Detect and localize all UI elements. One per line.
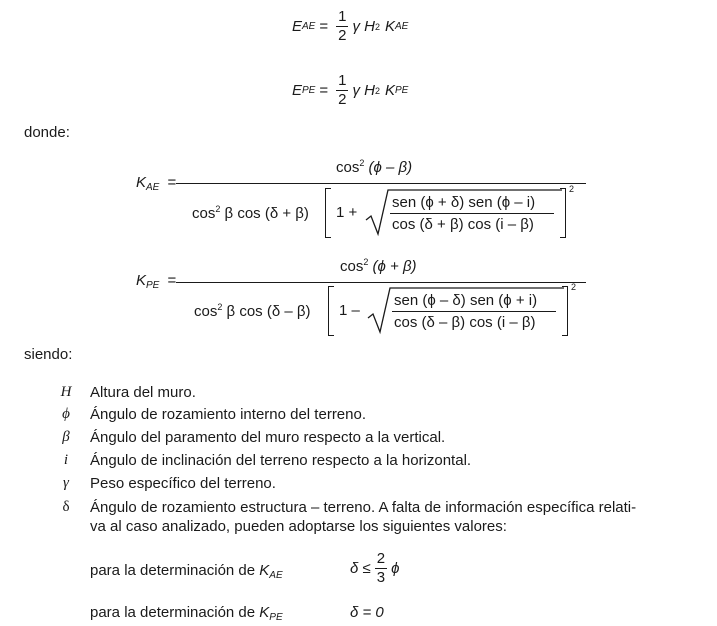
def-symbol-delta: δ [62, 499, 70, 515]
e-pe-lhs: E [292, 82, 303, 99]
case-pe-k: K [259, 604, 270, 621]
k-pe-den-cos [194, 302, 310, 320]
def-text-gamma: Peso específico del terreno. [90, 475, 276, 492]
e-pe-k: K [384, 82, 395, 99]
k-ae-inner-den: cos (δ + β) cos (i – β) [392, 216, 534, 233]
case-pe-text: para la determinación de [90, 604, 260, 621]
k-pe-num-pow: 2 [363, 257, 369, 267]
def-text-delta-line2: va al caso analizado, pueden adoptarse los siguientes valores: [90, 518, 507, 535]
equation-e-ae [292, 8, 408, 45]
e-ae-power: 2 [374, 21, 380, 32]
k-ae-lhs-sub: AE [146, 182, 160, 193]
e-ae-k-sub: AE [395, 21, 409, 32]
case-ae-den: 3 [376, 569, 386, 586]
k-pe-lhs: K [136, 272, 147, 289]
k-ae-equals: = [167, 174, 177, 191]
k-pe-num-arg: (ϕ + β) [368, 258, 417, 275]
k-ae-num-pow: 2 [359, 158, 365, 168]
case-ae-k: K [259, 562, 270, 579]
e-pe-denominator: 2 [338, 91, 347, 108]
def-symbol-beta: β [62, 429, 70, 445]
equation-e-pe [292, 72, 408, 109]
k-pe-fraction-bar [176, 282, 586, 283]
case-pe-k-sub: PE [269, 612, 283, 623]
def-text-i: Ángulo de inclinación del terreno respecto a la horizontal. [90, 452, 472, 469]
e-ae-fraction [336, 8, 348, 45]
case-pe-label [90, 604, 283, 623]
k-pe-num-cos: cos [340, 258, 364, 275]
k-ae-inner-bar [390, 213, 554, 214]
case-ae-label [90, 562, 283, 581]
k-ae-fraction-bar [176, 183, 586, 184]
k-ae-num-arg: (ϕ – β) [364, 159, 413, 176]
case-ae-fraction [375, 550, 387, 587]
case-ae-relation [350, 550, 399, 587]
k-pe-inner-den: cos (δ – β) cos (i – β) [394, 314, 536, 331]
e-ae-numerator: 1 [338, 8, 347, 25]
k-ae-numerator [336, 158, 412, 176]
def-symbol-phi: ϕ [62, 406, 70, 422]
k-ae-right-bracket [560, 188, 566, 238]
e-ae-lhs-sub: AE [302, 21, 316, 32]
k-pe-inner-num: sen (ϕ – δ) sen (ϕ + i) [394, 292, 538, 309]
k-ae-outer-power: 2 [569, 184, 575, 194]
e-pe-k-sub: PE [395, 85, 409, 96]
k-pe-den-pow: 2 [217, 302, 223, 312]
e-pe-numerator: 1 [338, 72, 347, 89]
def-symbol-h: H [60, 384, 72, 400]
case-ae-text: para la determinación de [90, 562, 260, 579]
k-ae-den-pow: 2 [215, 204, 221, 214]
k-pe-outer-power: 2 [571, 282, 577, 292]
k-ae-lhs-wrap [136, 174, 176, 193]
k-pe-right-bracket [562, 286, 568, 336]
case-ae-num: 2 [376, 550, 386, 567]
k-ae-lhs: K [136, 174, 147, 191]
k-pe-one-minus: 1 – [339, 302, 360, 319]
k-pe-lhs-sub: PE [146, 280, 160, 291]
k-pe-lhs-wrap [136, 272, 176, 291]
k-pe-den-cos-text: cos [194, 303, 218, 320]
e-pe-equals: = [319, 82, 329, 99]
e-pe-power: 2 [374, 85, 380, 96]
case-ae-k-sub: AE [269, 570, 283, 581]
case-ae-phi: ϕ [391, 560, 400, 577]
k-ae-num-cos: cos [336, 159, 360, 176]
case-ae-rel: δ ≤ [350, 560, 371, 577]
def-text-delta: Ángulo de rozamiento estructura – terreno. A falta de información específica relati- [90, 499, 637, 516]
siendo-label: siendo: [24, 346, 73, 363]
case-pe-relation: δ = 0 [350, 604, 384, 621]
k-ae-inner-num: sen (ϕ + δ) sen (ϕ – i) [392, 194, 536, 211]
def-text-beta: Ángulo del paramento del muro respecto a la vertical. [90, 429, 446, 446]
k-ae-den-rest: β cos (δ + β) [220, 205, 309, 222]
e-ae-gamma-h: γ H [352, 18, 375, 35]
def-symbol-i: i [63, 452, 69, 468]
e-pe-gamma-h: γ H [352, 82, 375, 99]
k-pe-numerator [340, 257, 417, 275]
def-symbol-gamma: γ [63, 475, 69, 491]
e-ae-denominator: 2 [338, 27, 347, 44]
e-ae-k: K [384, 18, 395, 35]
k-pe-left-bracket [328, 286, 334, 336]
k-pe-equals: = [167, 272, 177, 289]
k-pe-den-rest: β cos (δ – β) [222, 303, 311, 320]
k-ae-den-cos-text: cos [192, 205, 216, 222]
k-ae-one-plus: 1 + [336, 204, 358, 221]
k-ae-den-cos [192, 204, 309, 222]
e-pe-fraction [336, 72, 348, 109]
def-text-phi: Ángulo de rozamiento interno del terreno. [90, 406, 367, 423]
def-text-h: Altura del muro. [90, 384, 196, 401]
donde-label: donde: [24, 124, 70, 141]
k-ae-left-bracket [325, 188, 331, 238]
e-ae-equals: = [319, 18, 329, 35]
e-pe-lhs-sub: PE [302, 85, 316, 96]
e-ae-lhs: E [292, 18, 303, 35]
k-pe-inner-bar [392, 311, 556, 312]
